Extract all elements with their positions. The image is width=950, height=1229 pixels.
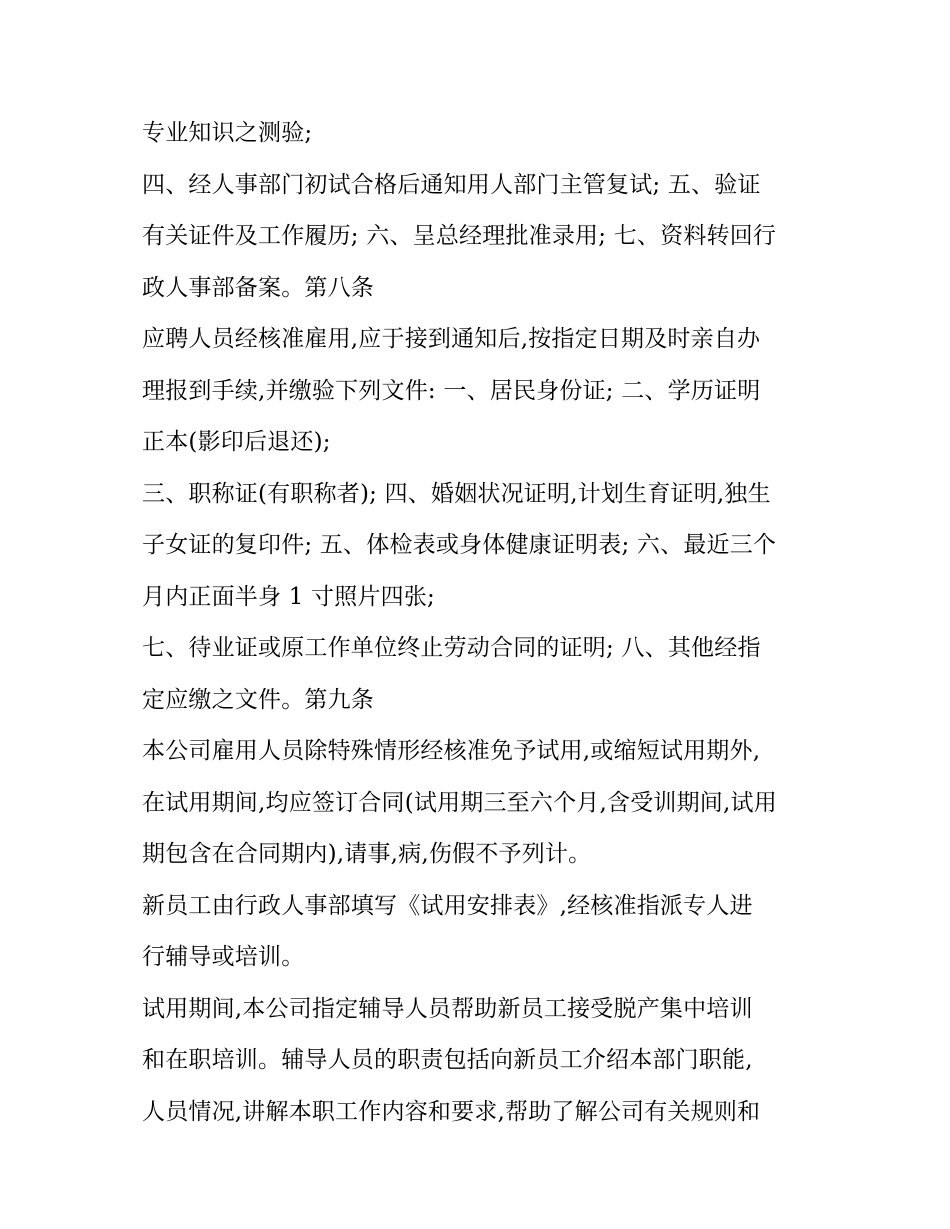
text-line: 政人事部备案。第八条 [142,274,374,301]
text-line: 四、经人事部门初试合格后通知用人部门主管复试; 五、验证 [142,171,761,198]
text-line: 月内正面半身 1 寸照片四张; [142,583,436,610]
text-line: 应聘人员经核准雇用,应于接到通知后,按指定日期及时亲自办 [142,326,761,352]
text-line: 人员情况,讲解本职工作内容和要求,帮助了解公司有关规则和 [142,1098,761,1125]
text-line: 正本(影印后退还); [142,429,331,455]
text-line: 新员工由行政人事部填写《试用安排表》,经核准指派专人进 [142,892,753,919]
text-line: 和在职培训。辅导人员的职责包括向新员工介绍本部门职能, [142,1047,753,1073]
document-body [142,108,822,1138]
text-line: 定应缴之文件。第九条 [142,686,374,713]
text-line: 本公司雇用人员除特殊情形经核准免予试用,或缩短试用期外, [142,738,761,764]
text-line: 有关证件及工作履历; 六、呈总经理批准录用; 七、资料转回行 [142,223,777,249]
text-line: 子女证的复印件; 五、体检表或身体健康证明表; 六、最近三个 [142,532,777,558]
text-line: 试用期间,本公司指定辅导人员帮助新员工接受脱产集中培训 [142,995,753,1022]
text-line: 在试用期间,均应签订合同(试用期三至六个月,含受训期间,试用 [142,789,777,816]
text-line: 三、职称证(有职称者); 四、婚姻状况证明,计划生育证明,独生 [142,480,771,507]
text-line: 理报到手续,并缴验下列文件: 一、居民身份证; 二、学历证明 [142,377,761,404]
text-line: 行辅导或培训。 [142,944,305,970]
text-line: 专业知识之测验; [142,120,313,146]
text-line: 期包含在合同期内),请事,病,伤假不予列计。 [142,841,592,867]
text-line: 七、待业证或原工作单位终止劳动合同的证明; 八、其他经指 [142,635,761,661]
